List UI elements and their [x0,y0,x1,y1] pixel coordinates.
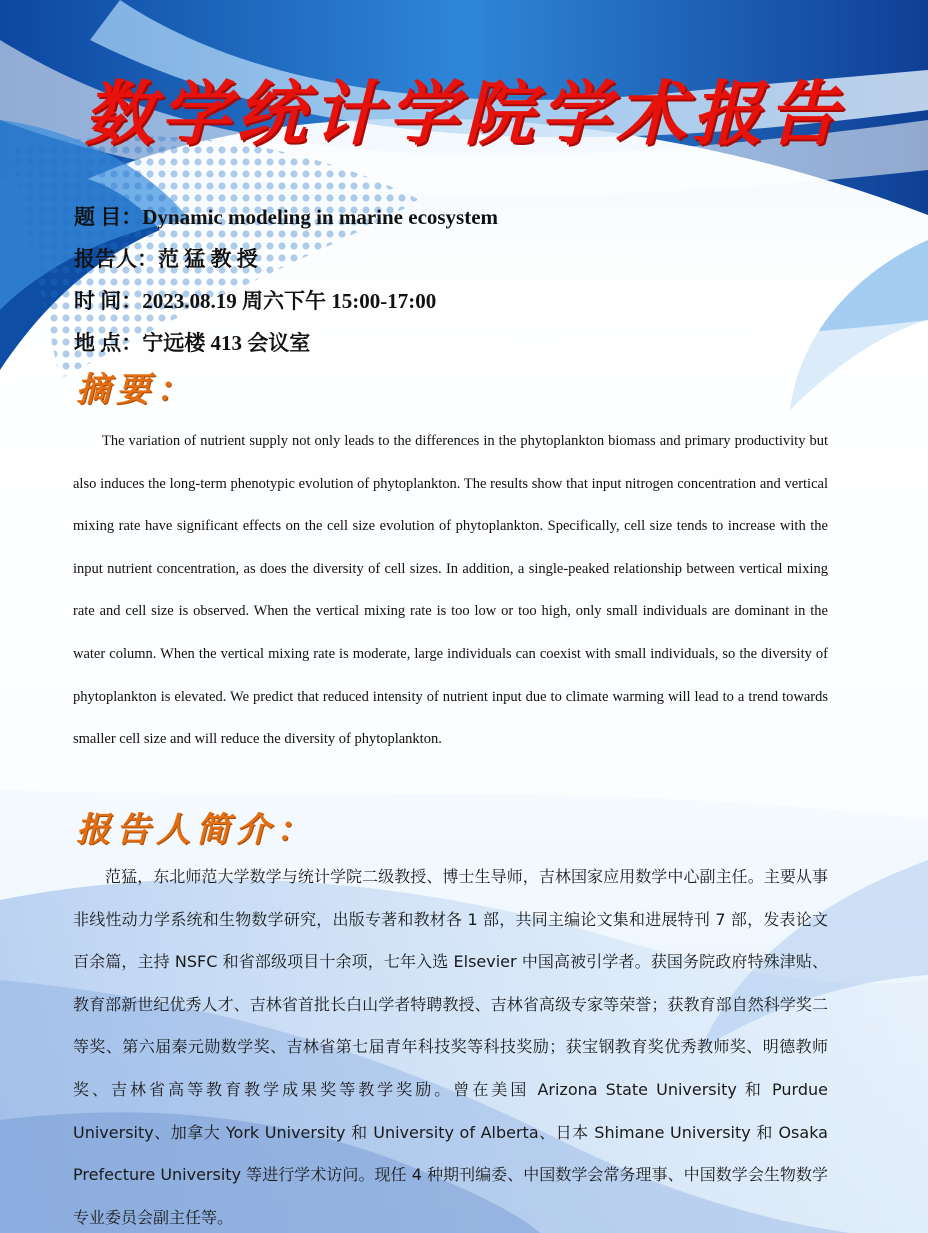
speaker-row [74,238,874,280]
bio-heading: 报告人简介： [76,810,316,850]
topic-label: 题 目： [74,205,143,229]
time-row [74,280,874,322]
time-value: 2023.08.19 周六下午 15:00-17:00 [142,289,437,313]
topic-row [74,196,874,238]
abstract-heading: 摘要： [76,370,196,410]
poster-title: 数学统计学院学术报告 [84,72,844,155]
time-label: 时 间： [74,289,143,313]
abstract-text: The variation of nutrient supply not only leads to the differences in the phytoplankton biomass and primary productivity but also induces the long-term phenotypic evolution of phytoplankton. The results show that input nitrogen concentration and vertical mixing rate have significant effects on the cell size evolution of phytoplankton. Specifically, cell size tends to increase with the input nutrient concentration, as does the diversity of cell sizes. In addition, a single-peaked relationship between vertical mixing rate and cell size is observed. When the vertical mixing rate is too low or too high, only small individuals are dominant in the water column. When the vertical mixing rate is moderate, large individuals can coexist with small individuals, so the diversity of phytoplankton is elevated. We predict that reduced intensity of nutrient input due to climate warming will lead to a trend towards smaller cell size and will reduce the diversity of phytoplankton. [73,433,828,748]
place-row [74,322,874,364]
place-value: 宁远楼 413 会议室 [142,331,311,355]
bio-text: 范猛，东北师范大学数学与统计学院二级教授、博士生导师，吉林国家应用数学中心副主任。主要从事非线性动力学系统和生物数学研究，出版专著和教材各 1 部，共同主编论文集和进展特刊 7 部，发表论文百余篇，主持 NSFC 和省部级项目十余项，七年入选 Elsevier 中国高被引学者。获国务院政府特殊津贴、教育部新世纪优秀人才、吉林省首批长白山学者特聘教授、吉林省高级专家等荣誉；获教育部自然科学奖二等奖、第六届秦元勋数学奖、吉林省第七届青年科技奖等科技奖励；获宝钢教育奖优秀教师奖、明德教师奖、吉林省高等教育教学成果奖等教学奖励。曾在美国 Arizona State University 和 Purdue University、加拿大 York University 和 University of Alberta、日本 Shimane University 和 Osaka Prefecture University 等进行学术访问。现任 4 种期刊编委、中国数学会常务理事、中国数学会生物数学专业委员会副主任等。 [73,867,828,1227]
speaker-label: 报告人： [74,247,158,271]
talk-info [74,196,874,364]
topic-value: Dynamic modeling in marine ecosystem [142,205,499,229]
place-label: 地 点： [74,331,143,355]
speaker-value: 范 猛 教 授 [158,247,258,271]
